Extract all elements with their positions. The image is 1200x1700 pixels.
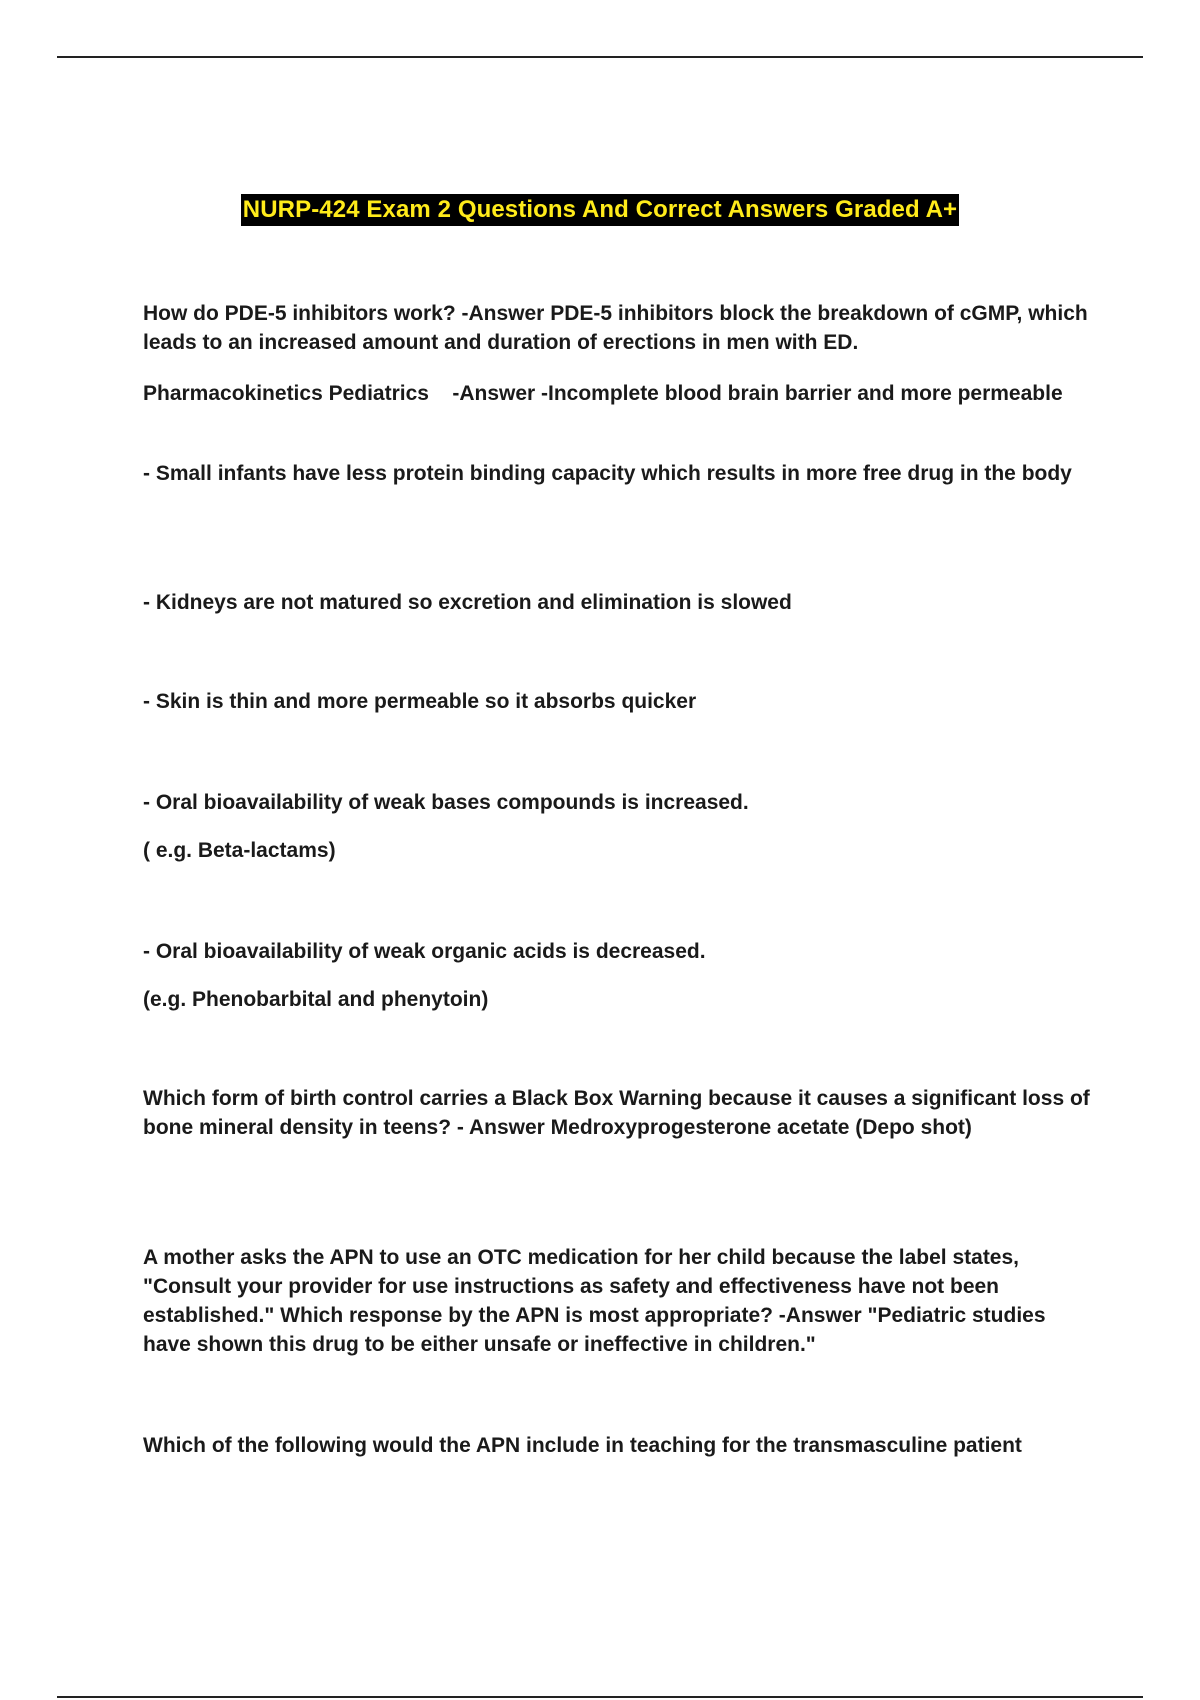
pharmacokinetics-question: Pharmacokinetics Pediatrics [143, 382, 429, 405]
bottom-divider [57, 1696, 1143, 1698]
paragraph-pharmacokinetics [143, 379, 1093, 408]
pharmacokinetics-answer: -Answer -Incomplete blood brain barrier and more permeable [452, 382, 1063, 405]
paragraph-birth-control: Which form of birth control carries a Black Box Warning because it causes a significant loss of bone mineral density in teens? - Answer Medroxyprogesterone acetate (Depo shot) [143, 1087, 1090, 1139]
paragraph-beta-lactams: ( e.g. Beta-lactams) [143, 839, 336, 862]
paragraph-pde5: How do PDE-5 inhibitors work? -Answer PDE-5 inhibitors block the breakdown of cGMP, which leads to an increased amount and duration of erections in men with ED. [143, 302, 1088, 354]
paragraph-skin: - Skin is thin and more permeable so it absorbs quicker [143, 690, 697, 713]
title-container [0, 194, 1200, 226]
paragraph-weak-bases: - Oral bioavailability of weak bases compounds is increased. [143, 791, 749, 814]
paragraph-transmasculine: Which of the following would the APN include in teaching for the transmasculine patient [143, 1434, 1022, 1457]
paragraph-phenobarbital: (e.g. Phenobarbital and phenytoin) [143, 988, 489, 1011]
paragraph-weak-acids: - Oral bioavailability of weak organic acids is decreased. [143, 940, 706, 963]
document-title: NURP-424 Exam 2 Questions And Correct Answers Graded A+ [241, 194, 959, 226]
paragraph-otc-medication: A mother asks the APN to use an OTC medication for her child because the label states, "Consult your provider for use instructions as safety and effectiveness have not been established." Which response by the APN is most appropriate? -Answer "Pediatric studies have shown this drug to be either unsafe or ineffective in children." [143, 1246, 1046, 1356]
paragraph-kidneys: - Kidneys are not matured so excretion and elimination is slowed [143, 591, 792, 614]
top-divider [57, 56, 1143, 58]
paragraph-protein-binding: - Small infants have less protein binding capacity which results in more free drug in the body [143, 462, 1072, 485]
